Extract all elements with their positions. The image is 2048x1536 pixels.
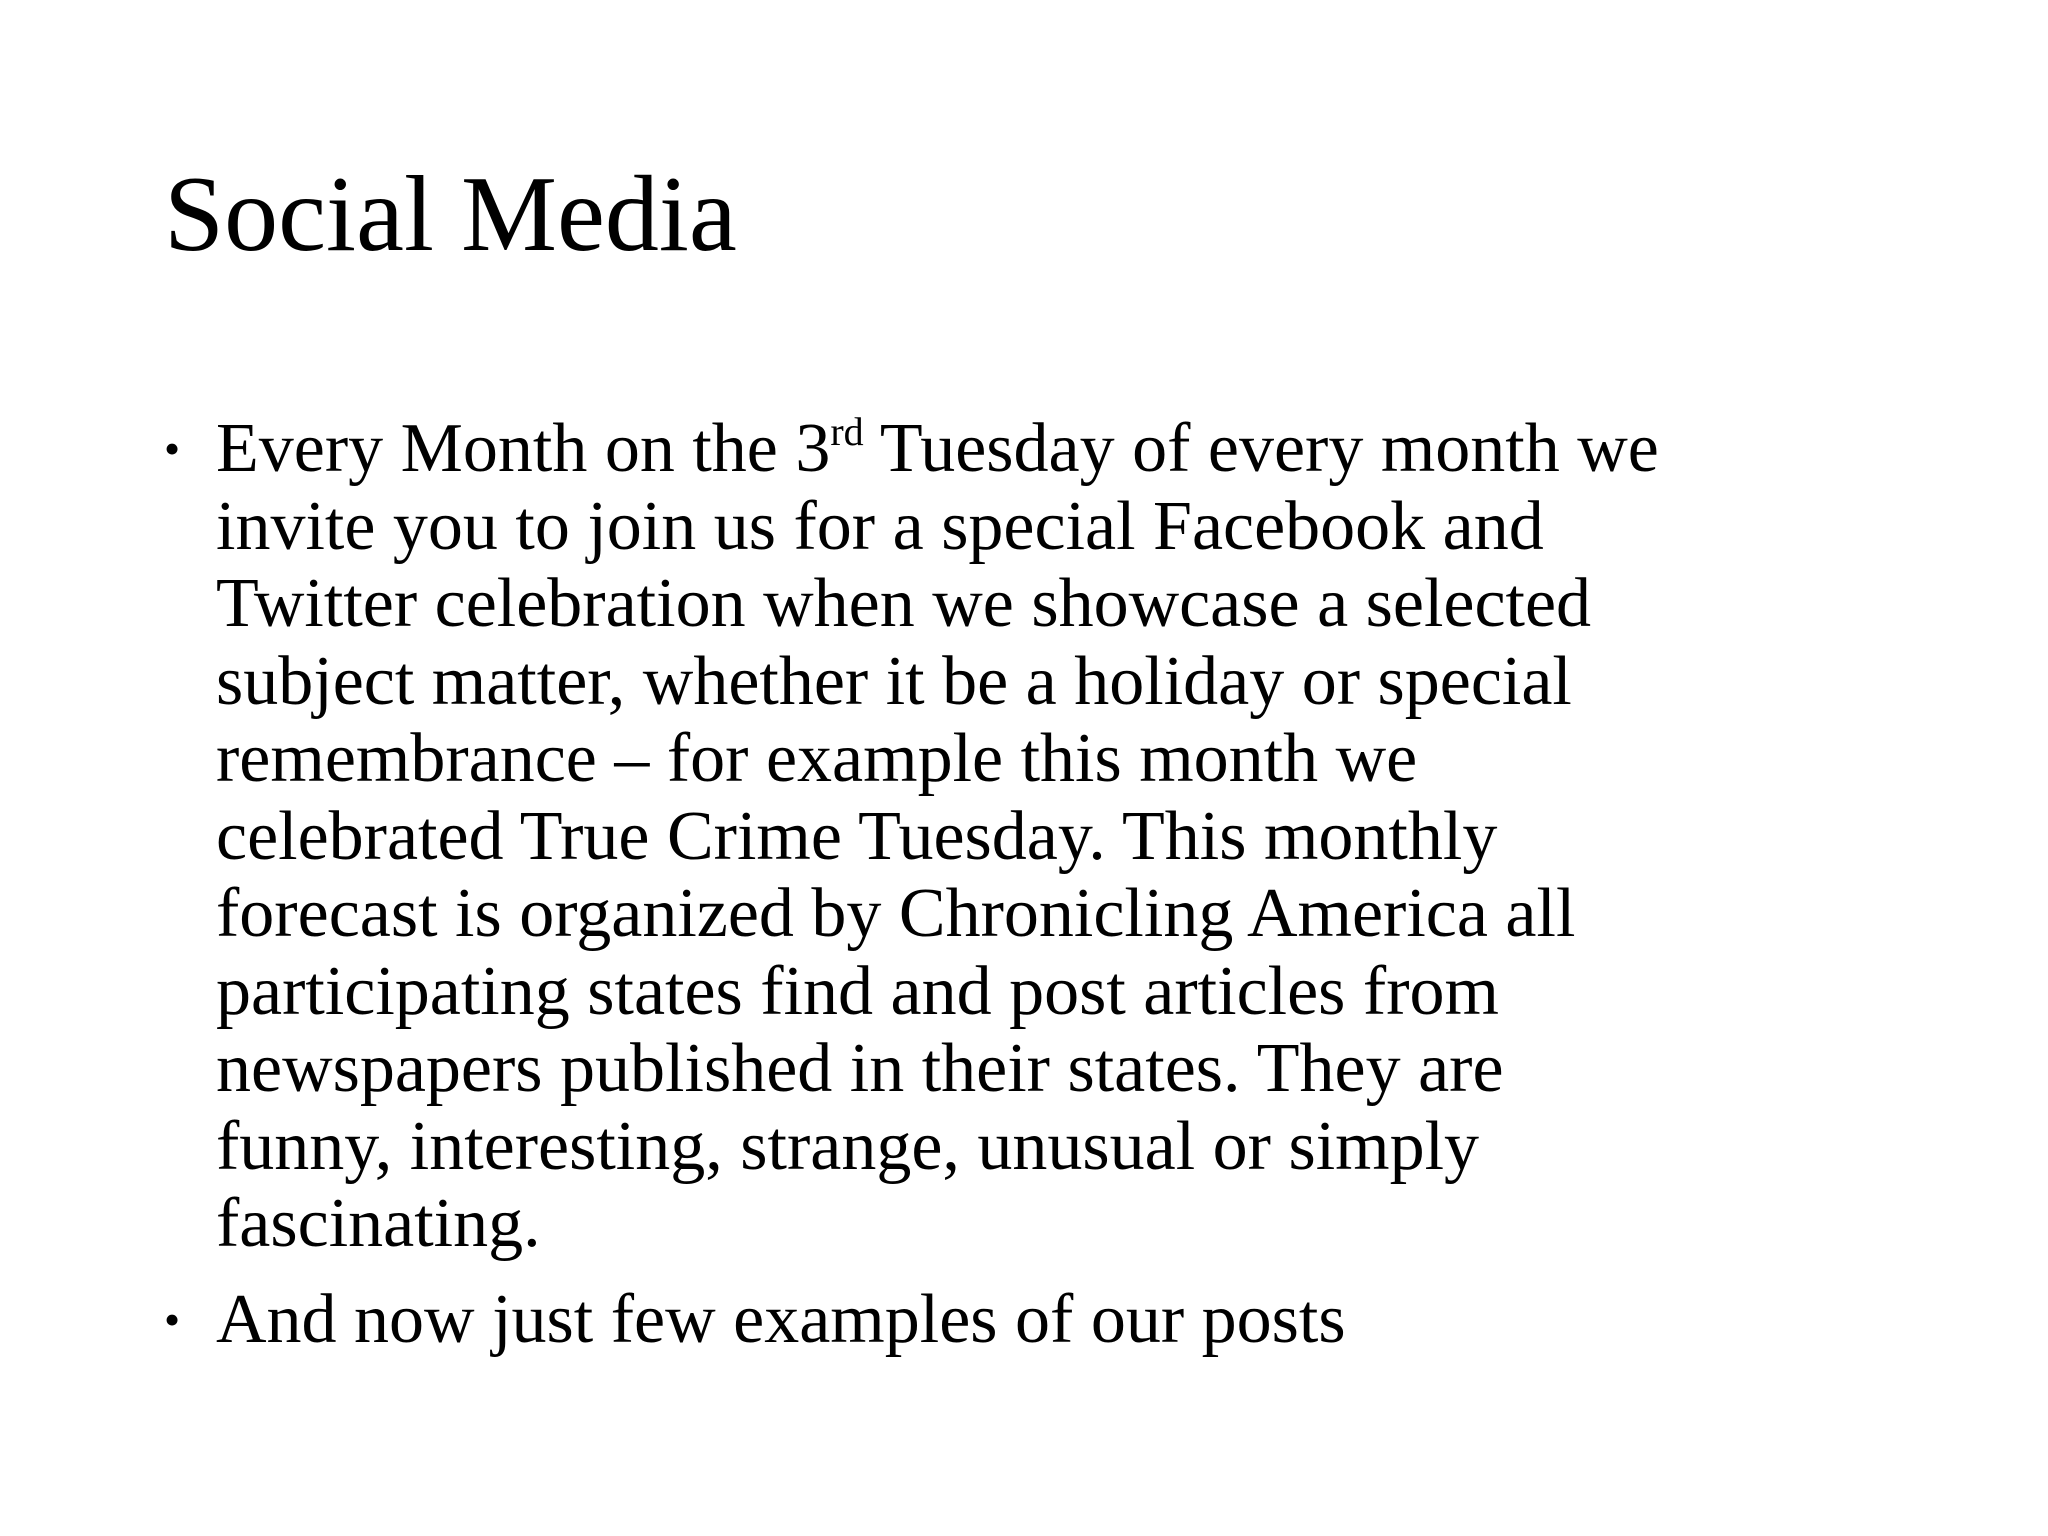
body-line bbox=[216, 410, 1924, 488]
body-line: celebrated True Crime Tuesday. This monthly bbox=[216, 797, 1498, 875]
bullet-item-monthly-celebration bbox=[164, 410, 1924, 1263]
slide-title: Social Media bbox=[164, 155, 737, 274]
body-line: And now just few examples of our posts bbox=[216, 1280, 1346, 1358]
bullet-marker: • bbox=[164, 1293, 181, 1345]
body-line: funny, interesting, strange, unusual or simply bbox=[216, 1107, 1480, 1185]
bullet-list bbox=[164, 410, 1924, 1358]
bullet-item-examples bbox=[164, 1281, 1924, 1359]
body-text: Tuesday of every month we bbox=[863, 410, 1659, 487]
body-line: invite you to join us for a special Facebook and bbox=[216, 487, 1544, 565]
bullet-marker: • bbox=[164, 423, 181, 474]
body-line: subject matter, whether it be a holiday or special bbox=[216, 642, 1572, 720]
body-line: remembrance – for example this month we bbox=[216, 720, 1418, 797]
body-line: newspapers published in their states. They are bbox=[216, 1030, 1504, 1107]
body-line: participating states find and post articles from bbox=[216, 952, 1499, 1030]
body-text: Every Month on the 3 bbox=[216, 410, 831, 487]
body-line: fascinating. bbox=[216, 1185, 541, 1262]
body-line: forecast is organized by Chronicling America all bbox=[216, 875, 1576, 952]
body-line: Twitter celebration when we showcase a selected bbox=[216, 565, 1592, 642]
ordinal-superscript: rd bbox=[830, 409, 864, 454]
